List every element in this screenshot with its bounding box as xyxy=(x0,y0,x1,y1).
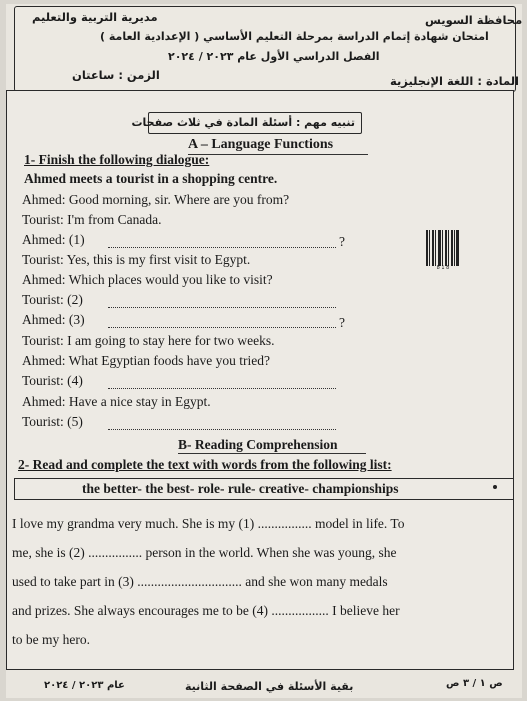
question-2: 2- Read and complete the text with words from the following list: xyxy=(18,457,392,472)
answer-blank-5[interactable] xyxy=(108,429,336,430)
exam-title: امتحان شهادة إتمام الدراسة بمرحلة التعليم الأساسي ( الإعدادية العامة ) xyxy=(100,30,489,43)
dialogue-line: Ahmed: (1) xyxy=(22,232,85,247)
question-1: 1- Finish the following dialogue: xyxy=(24,152,210,167)
dialogue-line: Ahmed: (3) xyxy=(22,312,85,327)
dialogue-line: Ahmed: Which places would you like to visit? xyxy=(22,272,273,287)
answer-blank-1[interactable] xyxy=(108,247,336,248)
answer-blank-4[interactable] xyxy=(108,388,336,389)
question-mark: ? xyxy=(339,234,345,249)
passage-line: I love my grandma very much. She is my (1) ................ model in life. To xyxy=(12,516,405,531)
dialogue-line: Ahmed: Have a nice stay in Egypt. xyxy=(22,394,211,409)
passage-line: me, she is (2) ................ person in the world. When she was young, she xyxy=(12,545,397,560)
section-a-title: A – Language Functions xyxy=(188,137,334,152)
dialogue-line: Tourist: (4) xyxy=(22,373,83,388)
dialogue-line: Tourist: I am going to stay here for two weeks. xyxy=(22,333,275,348)
footer-continue: بقية الأسئلة في الصفحة الثانية xyxy=(185,680,354,693)
governorate-label: محافظة السويس xyxy=(425,13,523,27)
question-mark: ? xyxy=(339,315,345,330)
term-label: الفصل الدراسي الأول عام ٢٠٢٣ / ٢٠٢٤ xyxy=(168,50,380,63)
answer-blank-3[interactable] xyxy=(108,327,336,328)
bullet-dot xyxy=(493,485,497,489)
dialogue-line: Tourist: I'm from Canada. xyxy=(22,212,162,227)
passage-line: and prizes. She always encourages me to be (4) ................. I believe her xyxy=(12,603,400,618)
answer-blank-2[interactable] xyxy=(108,307,336,308)
dialogue-intro: Ahmed meets a tourist in a shopping centre. xyxy=(24,171,278,186)
dialogue-line: Tourist: (5) xyxy=(22,414,83,429)
section-b-underline xyxy=(178,453,366,454)
passage-line: to be my hero. xyxy=(12,632,90,647)
dialogue-line: Ahmed: Good morning, sir. Where are you from? xyxy=(22,192,290,207)
dialogue-line: Ahmed: What Egyptian foods have you tried? xyxy=(22,353,270,368)
section-a-underline xyxy=(188,154,368,155)
subject-label: المادة : اللغة الإنجليزية xyxy=(390,74,519,88)
footer-year: عام ٢٠٢٣ / ٢٠٢٤ xyxy=(44,680,125,691)
dialogue-line: Tourist: (2) xyxy=(22,292,83,307)
directorate-label: مديرية التربية والتعليم xyxy=(32,10,158,24)
notice-box xyxy=(131,112,362,134)
notice-text: تنبيه مهم : أسئلة المادة في ثلاث صفحات xyxy=(131,116,355,129)
time-label: الزمن : ساعتان xyxy=(72,68,160,82)
barcode-number: 8 1 8 xyxy=(436,265,450,271)
footer-page: ص ١ / ٣ ص xyxy=(446,678,503,689)
dialogue-line: Tourist: Yes, this is my first visit to Egypt. xyxy=(22,252,251,267)
word-list: the better- the best- role- rule- creative- championships xyxy=(82,481,399,496)
barcode-image xyxy=(426,230,460,270)
passage-line: used to take part in (3) ............................... and she won many medals xyxy=(12,574,388,589)
section-b-title: B- Reading Comprehension xyxy=(178,437,338,452)
